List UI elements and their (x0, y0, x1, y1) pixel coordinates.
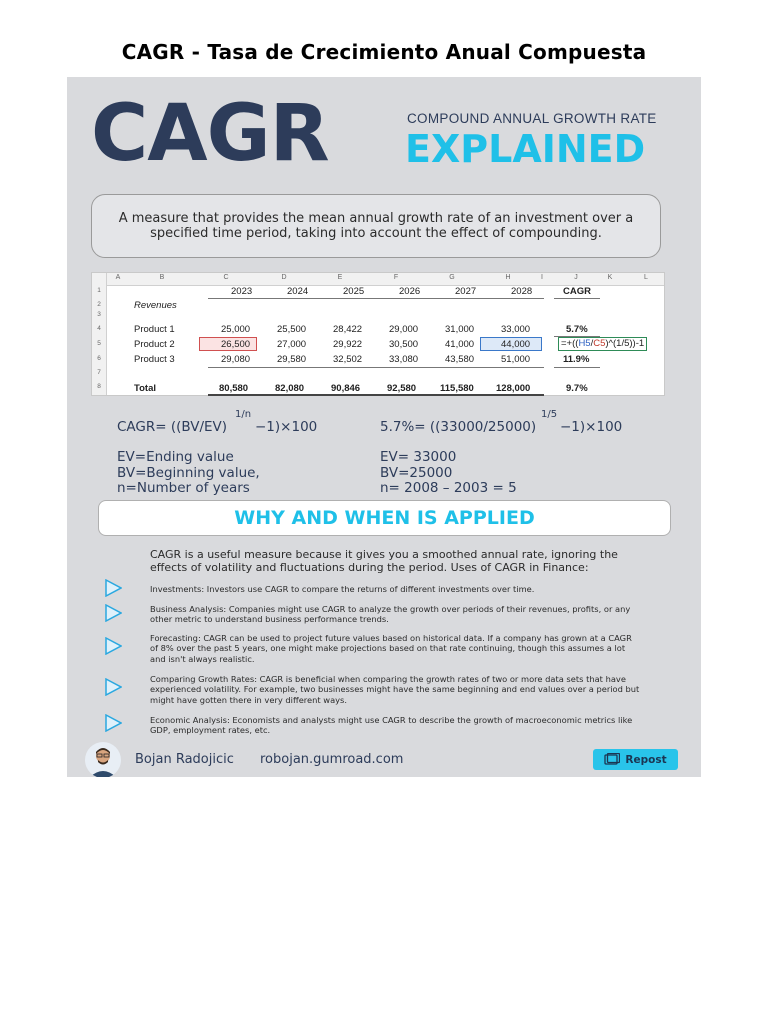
bv-definition: BV=Beginning value, (117, 465, 260, 481)
cagr-formula (117, 419, 227, 435)
column-letter: H (505, 274, 511, 281)
table-cell: 32,502 (333, 354, 363, 365)
bullet-text: Comparing Growth Rates: CAGR is beneficial when comparing the growth rates of two or more data sets that have experienced volatility. For example, two businesses might have the same beginning and end values over a period but might have gotten there in very different ways. (150, 674, 640, 705)
table-cell: 25,500 (277, 324, 307, 335)
row-number: 5 (97, 340, 101, 347)
poster-headline: CAGR (91, 89, 329, 179)
author-avatar (85, 742, 121, 777)
example-bv: BV=25000 (380, 465, 453, 481)
example-tail: −1)×100 (560, 419, 623, 435)
table-cell: 43,580 (445, 354, 475, 365)
example-n: n= 2008 – 2003 = 5 (380, 480, 517, 496)
year-header: 2024 (287, 286, 309, 297)
column-letter: G (449, 274, 455, 281)
cagr-value: 5.7% (566, 324, 588, 335)
repost-icon (604, 753, 620, 766)
row-number: 2 (97, 301, 101, 308)
bullet-text: Forecasting: CAGR can be used to project future values based on historical data. If a company has grown at a CAGR of 8% over the past 5 years, one might make projections based on that rate continuing, though this assumes a lot and isn't always realistic. (150, 633, 632, 664)
column-letter: L (644, 274, 648, 281)
column-letter: D (281, 274, 287, 281)
document-title: CAGR - Tasa de Crecimiento Anual Compuesta (121, 40, 647, 64)
total-double-underline (208, 394, 544, 396)
year-header: 2023 (231, 286, 253, 297)
formula-part: =+(( (561, 338, 579, 349)
column-letter: K (607, 274, 613, 281)
row-label: Product 1 (134, 324, 175, 335)
table-cell: 25,000 (221, 324, 251, 335)
bullet-economic-analysis (104, 714, 633, 738)
column-letter: J (574, 274, 578, 281)
cagr-value: 9.7% (566, 383, 588, 394)
bullet-text: Investments: Investors use CAGR to compare the returns of different investments over time. (150, 584, 535, 594)
bullet-text: Economic Analysis: Economists and analysts might use CAGR to describe the growth of macroeconomic metrics like GDP, employment rates, etc. (150, 715, 633, 736)
table-cell: 29,922 (333, 339, 363, 350)
bullet-forecasting (104, 633, 632, 667)
example-ev: EV= 33000 (380, 449, 457, 465)
row-number: 7 (97, 369, 101, 376)
table-cell: 51,000 (501, 354, 531, 365)
play-arrow-icon (104, 714, 122, 732)
cagr-column-header: CAGR (563, 286, 591, 297)
cagr-underline (554, 367, 600, 368)
bullet-investments (104, 578, 624, 600)
person-icon (85, 742, 121, 777)
play-arrow-icon (104, 579, 122, 597)
table-cell: 31,000 (445, 324, 475, 335)
repost-button[interactable] (593, 749, 678, 770)
revenues-label: Revenues (134, 300, 177, 311)
definition-box (91, 194, 661, 258)
row-number: 4 (97, 325, 101, 332)
row-label: Product 2 (134, 339, 175, 350)
intro-paragraph: CAGR is a useful measure because it gives you a smoothed annual rate, ignoring the effects of volatility and fluctuations during the period. Uses of CAGR in Finance: (150, 548, 618, 575)
header-underline (208, 298, 544, 299)
table-cell: 41,000 (445, 339, 475, 350)
year-header: 2026 (399, 286, 421, 297)
table-cell: 30,500 (389, 339, 419, 350)
table-cell: 27,000 (277, 339, 307, 350)
author-website[interactable]: robojan.gumroad.com (260, 752, 404, 767)
author-name: Bojan Radojicic (135, 752, 234, 767)
formula-tail: −1)×100 (255, 419, 318, 435)
column-letter: E (337, 274, 343, 281)
total-cell: 82,080 (275, 383, 305, 394)
header-underline (554, 298, 600, 299)
formula-part: )^(1/5))-1 (605, 338, 645, 349)
total-cell: 90,846 (331, 383, 361, 394)
formula-ref-h5: H5 (578, 338, 591, 349)
row-underline (208, 367, 544, 368)
total-cell: 80,580 (219, 383, 249, 394)
example-formula: 5.7%= ((33000/25000) (380, 419, 537, 435)
total-label: Total (134, 383, 156, 394)
row-label: Product 3 (134, 354, 175, 365)
column-letter: B (159, 274, 165, 281)
total-cell: 115,580 (440, 383, 474, 394)
row-number: 3 (97, 311, 101, 318)
year-header: 2027 (455, 286, 477, 297)
table-cell: 26,500 (221, 339, 251, 350)
column-letter: A (115, 274, 121, 281)
table-cell: 29,580 (277, 354, 307, 365)
column-letter: C (223, 274, 229, 281)
row-number: 1 (97, 287, 101, 294)
year-header: 2028 (511, 286, 533, 297)
poster-subtitle: COMPOUND ANNUAL GROWTH RATE (407, 111, 657, 126)
play-arrow-icon (104, 604, 122, 622)
table-cell: 33,080 (389, 354, 419, 365)
definition-text: A measure that provides the mean annual growth rate of an investment over a specified time period, taking into account the effect of compounding. (118, 210, 634, 241)
bullet-business-analysis (104, 602, 631, 632)
year-header: 2025 (343, 286, 365, 297)
formula-main: CAGR= ((BV/EV) (117, 419, 228, 435)
column-letter: F (393, 274, 399, 281)
ev-definition: EV=Ending value (117, 449, 234, 465)
table-cell: 29,000 (389, 324, 419, 335)
why-when-heading: WHY AND WHEN IS APPLIED (98, 500, 671, 536)
table-cell: 44,000 (501, 339, 531, 350)
formula-cell (558, 337, 647, 351)
total-cell: 128,000 (496, 383, 531, 394)
row-number: 6 (97, 355, 101, 362)
bullet-text: Business Analysis: Companies might use CAGR to analyze the growth over periods of their revenues, profits, or any other metric to understand business performance trends. (150, 604, 631, 625)
formula-ref-c5: C5 (593, 338, 606, 349)
table-cell: 28,422 (333, 324, 363, 335)
poster-explained: EXPLAINED (405, 127, 646, 171)
table-cell: 33,000 (501, 324, 531, 335)
row-number: 8 (97, 383, 101, 390)
play-arrow-icon (104, 678, 122, 696)
example-exponent: 1/5 (541, 409, 558, 420)
cagr-value: 11.9% (563, 354, 590, 365)
bullet-comparing-growth (104, 674, 640, 708)
play-arrow-icon (104, 637, 122, 655)
table-cell: 29,080 (221, 354, 251, 365)
n-definition: n=Number of years (117, 480, 250, 496)
repost-label: Repost (625, 753, 667, 766)
spreadsheet-image (91, 272, 665, 396)
column-letter: I (541, 274, 543, 281)
total-cell: 92,580 (387, 383, 417, 394)
cagr-poster (67, 77, 701, 777)
formula-exponent: 1/n (235, 409, 252, 420)
formula-part: / (590, 338, 594, 349)
